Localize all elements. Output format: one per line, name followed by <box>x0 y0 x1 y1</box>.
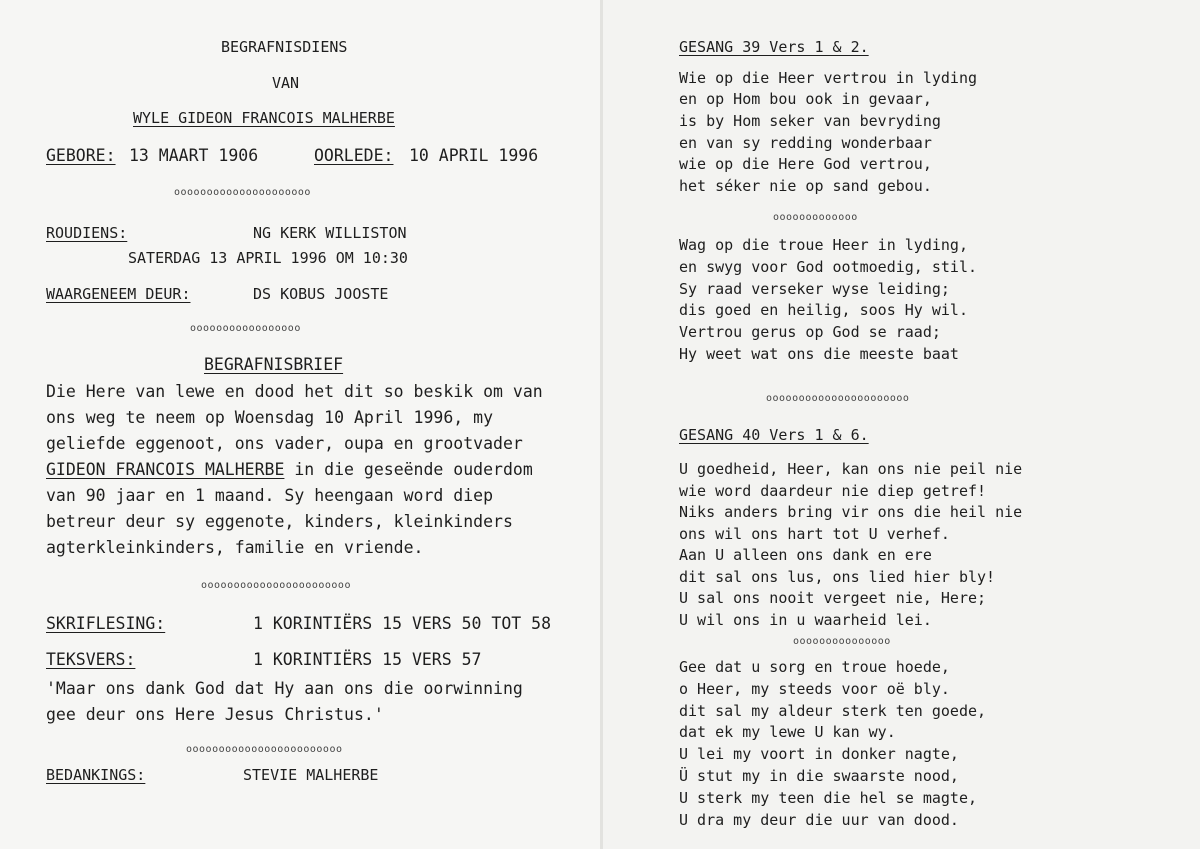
scripture-reading-value: 1 KORINTIËRS 15 VERS 50 TOT 58 <box>253 614 552 633</box>
hymn-line: U sterk my teen die hel se magte, <box>679 789 978 807</box>
service-title: BEGRAFNISDIENS <box>221 38 348 56</box>
hymn-line: U goedheid, Heer, kan ons nie peil nie <box>679 460 1023 478</box>
hymn-line: U dra my deur die uur van dood. <box>679 811 959 829</box>
hymn-line: wie op die Here God vertrou, <box>679 155 932 173</box>
deceased-name: WYLE GIDEON FRANCOIS MALHERBE <box>133 109 395 127</box>
text-verse-label: TEKSVERS: <box>46 650 136 669</box>
separator: oooooooooooooooooooooo <box>766 393 910 404</box>
hymn-line: o Heer, my steeds voor oë bly. <box>679 680 950 698</box>
separator: ooooooooooooooo <box>793 636 891 647</box>
died-date: 10 APRIL 1996 <box>409 146 539 165</box>
separator: ooooooooooooooooooooo <box>174 187 311 198</box>
hymn-line: dit sal my aldeur sterk ten goede, <box>679 702 987 720</box>
van-label: VAN <box>272 74 300 92</box>
letter-line: Die Here van lewe en dood het dit so beskik om van <box>46 382 543 401</box>
hymn-line: Hy weet wat ons die meeste baat <box>679 345 959 363</box>
hymn-line: U sal ons nooit vergeet nie, Here; <box>679 589 987 607</box>
letter-line: van 90 jaar en 1 maand. Sy heengaan word diep <box>46 486 494 505</box>
hymn-line: Wie op die Heer vertrou in lyding <box>679 69 978 87</box>
hymn-39-title: GESANG 39 Vers 1 & 2. <box>679 38 869 56</box>
hymn-line: wie word daardeur nie diep getref! <box>679 482 987 500</box>
funeral-service-date: SATERDAG 13 APRIL 1996 OM 10:30 <box>128 249 408 267</box>
letter-line-rest: in die geseënde ouderdom <box>284 460 533 479</box>
right-page <box>603 0 1200 849</box>
hymn-line: het séker nie op sand gebou. <box>679 177 932 195</box>
quote-line: 'Maar ons dank God dat Hy aan ons die oorwinning <box>46 679 523 698</box>
hymn-40-title: GESANG 40 Vers 1 & 6. <box>679 426 869 444</box>
hymn-line: Vertrou gerus op God se raad; <box>679 323 941 341</box>
hymn-line: ons wil ons hart tot U verhef. <box>679 525 950 543</box>
born-label: GEBORE: <box>46 146 116 165</box>
letter-title: BEGRAFNISBRIEF <box>204 355 344 374</box>
funeral-service-venue: NG KERK WILLISTON <box>253 224 407 242</box>
conducted-by-value: DS KOBUS JOOSTE <box>253 285 389 303</box>
acknowledgements-value: STEVIE MALHERBE <box>243 766 379 784</box>
separator: ooooooooooooooooo <box>190 323 301 334</box>
separator: ooooooooooooo <box>773 212 858 223</box>
hymn-line: en van sy redding wonderbaar <box>679 134 932 152</box>
letter-line: geliefde eggenoot, ons vader, oupa en grootvader <box>46 434 523 453</box>
born-date: 13 MAART 1906 <box>129 146 259 165</box>
funeral-service-label: ROUDIENS: <box>46 224 128 242</box>
hymn-line: dit sal ons lus, ons lied hier bly! <box>679 568 996 586</box>
hymn-line: dat ek my lewe U kan wy. <box>679 723 896 741</box>
hymn-line: Niks anders bring vir ons die heil nie <box>679 503 1023 521</box>
letter-deceased-name: GIDEON FRANCOIS MALHERBE <box>46 460 285 479</box>
hymn-line: U lei my voort in donker nagte, <box>679 745 959 763</box>
hymn-line: dis goed en heilig, soos Hy wil. <box>679 301 968 319</box>
quote-line: gee deur ons Here Jesus Christus.' <box>46 705 384 724</box>
letter-line <box>46 460 533 479</box>
letter-line: ons weg te neem op Woensdag 10 April 1996, my <box>46 408 494 427</box>
acknowledgements-label: BEDANKINGS: <box>46 766 146 784</box>
scripture-reading-label: SKRIFLESING: <box>46 614 166 633</box>
hymn-line: Gee dat u sorg en troue hoede, <box>679 658 950 676</box>
hymn-line: Sy raad verseker wyse leiding; <box>679 280 950 298</box>
separator: oooooooooooooooooooooooo <box>186 744 343 755</box>
hymn-line: en swyg voor God ootmoedig, stil. <box>679 258 978 276</box>
hymn-line: en op Hom bou ook in gevaar, <box>679 90 932 108</box>
letter-line: betreur deur sy eggenote, kinders, kleinkinders <box>46 512 513 531</box>
hymn-line: Wag op die troue Heer in lyding, <box>679 236 968 254</box>
hymn-line: U wil ons in u waarheid lei. <box>679 611 932 629</box>
conducted-by-label: WAARGENEEM DEUR: <box>46 285 191 303</box>
hymn-line: Aan U alleen ons dank en ere <box>679 546 932 564</box>
died-label: OORLEDE: <box>314 146 394 165</box>
letter-line: agterkleinkinders, familie en vriende. <box>46 538 424 557</box>
hymn-line: is by Hom seker van bevryding <box>679 112 941 130</box>
text-verse-value: 1 KORINTIËRS 15 VERS 57 <box>253 650 482 669</box>
separator: ooooooooooooooooooooooo <box>201 580 351 591</box>
hymn-line: Ü stut my in die swaarste nood, <box>679 767 959 785</box>
